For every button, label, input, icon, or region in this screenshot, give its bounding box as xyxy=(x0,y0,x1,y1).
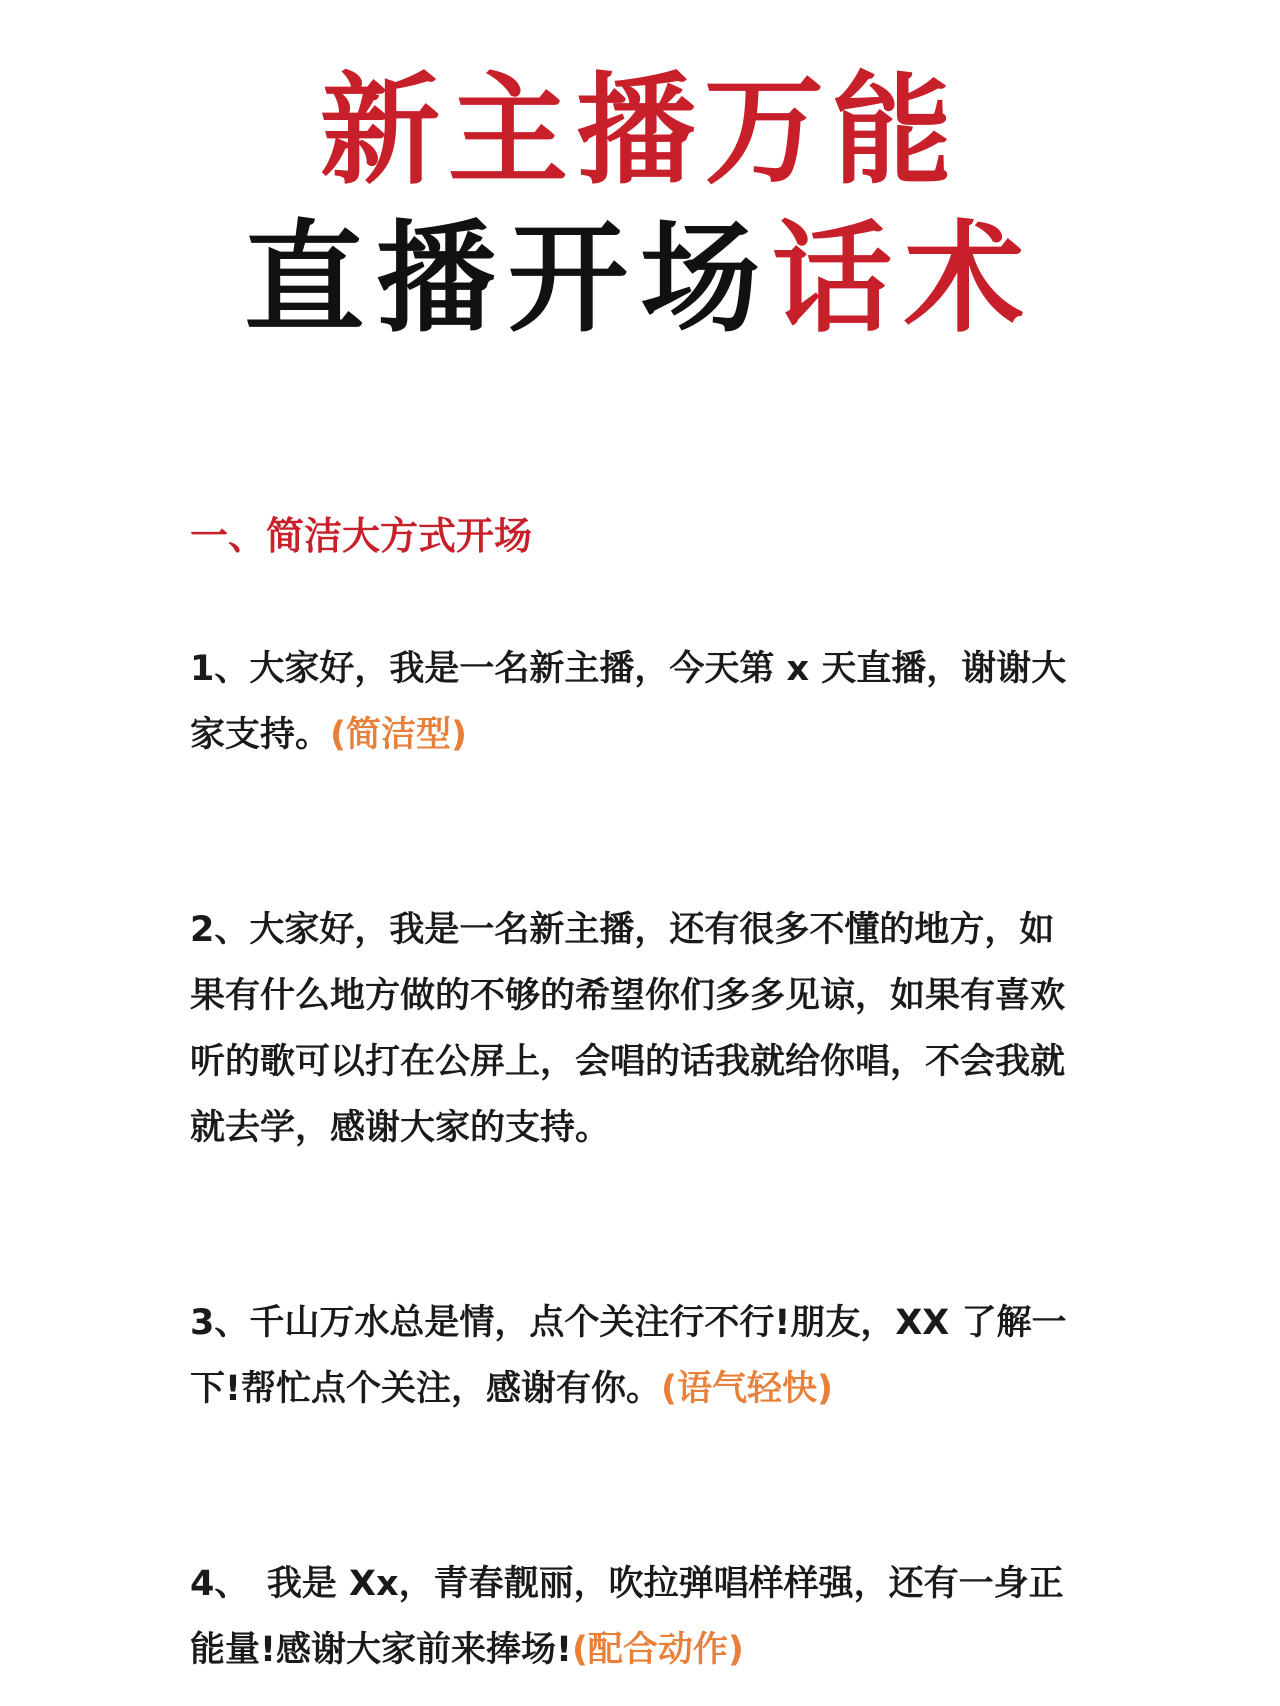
title-line-2-accent: 话术 xyxy=(772,210,1036,349)
list-item-text: 2、大家好，我是一名新主播，还有很多不懂的地方，如果有什么地方做的不够的希望你们多多见谅，如果有喜欢听的歌可以打在公屏上，会唱的话我就给你唱，不会我就就去学，感谢大家的支持。 xyxy=(190,910,1066,1148)
list-item-text: 1、大家好，我是一名新主播，今天第 x 天直播，谢谢大家支持。 xyxy=(190,649,1067,755)
title-line-1 xyxy=(0,62,1280,202)
list-item xyxy=(190,1551,1070,1683)
section-heading: 一、简洁大方式开场 xyxy=(190,514,533,558)
list-item-note: (语气轻快) xyxy=(660,1369,833,1409)
list-item-note: (简洁型) xyxy=(330,715,468,755)
list-item xyxy=(190,897,1070,1161)
title-line-2-main: 直播开场 xyxy=(244,210,772,349)
list-item-text: 4、 我是 Xx，青春靓丽，吹拉弹唱样样强，还有一身正能量!感谢大家前来捧场! xyxy=(190,1564,1064,1670)
list-item-text: 3、千山万水总是情，点个关注行不行!朋友，XX 了解一下!帮忙点个关注，感谢有你。 xyxy=(190,1303,1067,1409)
list-item xyxy=(190,1290,1070,1422)
list-item-note: (配合动作) xyxy=(571,1630,744,1670)
title-line-2 xyxy=(0,210,1280,350)
title-line-1-text: 新主播万能 xyxy=(320,62,960,201)
list-item xyxy=(190,636,1070,768)
